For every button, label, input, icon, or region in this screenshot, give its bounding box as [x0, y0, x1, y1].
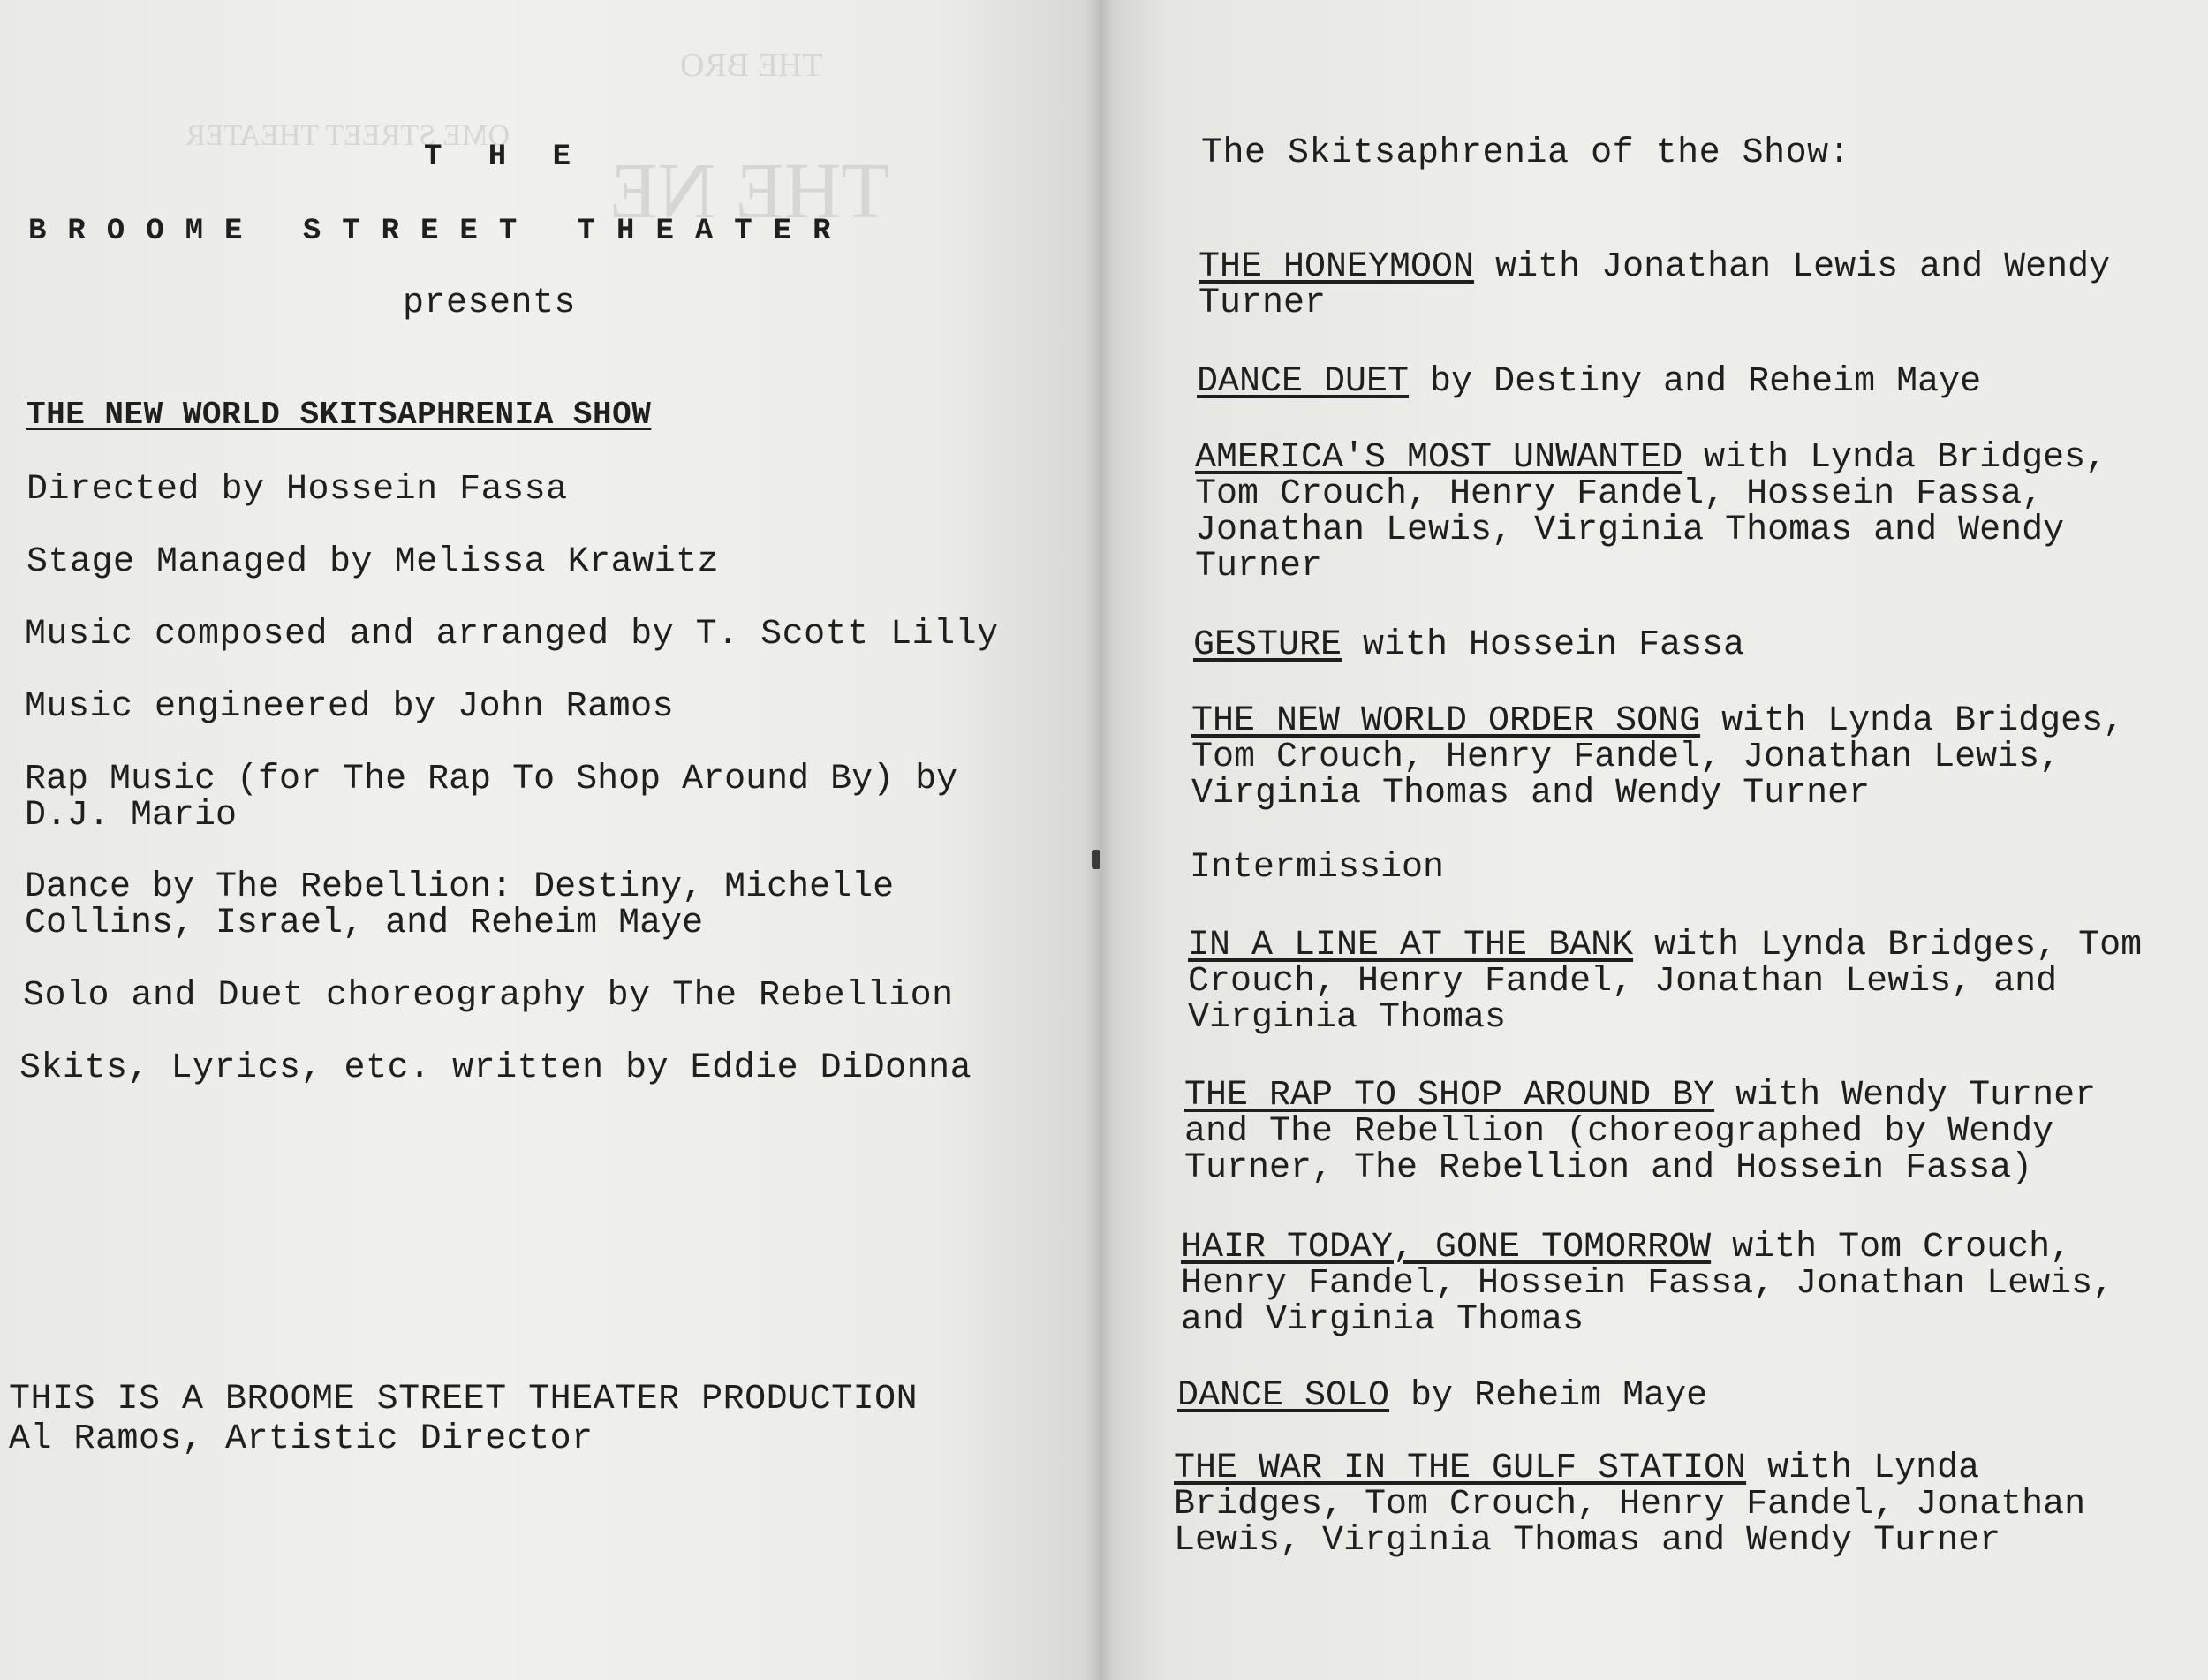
credit-director: Directed by Hossein Fassa: [26, 470, 568, 510]
credit-stage-manager: Stage Managed by Melissa Krawitz: [26, 542, 720, 582]
credit-choreography: Solo and Duet choreography by The Rebellion: [23, 976, 954, 1016]
running-order-item: DANCE SOLO by Reheim Maye: [1177, 1376, 1708, 1416]
credit-rap-music: Rap Music (for The Rap To Shop Around By) by D.J. Mario: [25, 760, 958, 836]
running-order-item: AMERICA'S MOST UNWANTED with Lynda Bridges, Tom Crouch, Henry Fandel, Hossein Fassa, Jonathan Lewis, Virginia Thomas and Wendy Turner: [1195, 438, 2107, 586]
running-order-heading: The Skitsaphrenia of the Show:: [1201, 133, 1851, 173]
running-order-item: IN A LINE AT THE BANK with Lynda Bridges, Tom Crouch, Henry Fandel, Jonathan Lewis, and Virginia Thomas: [1188, 926, 2143, 1038]
credit-music-composer: Music composed and arranged by T. Scott Lilly: [25, 615, 999, 655]
staple-icon: [1092, 850, 1100, 869]
running-order-item: THE NEW WORLD ORDER SONG with Lynda Bridges, Tom Crouch, Henry Fandel, Jonathan Lewis, Virginia Thomas and Wendy Turner: [1191, 701, 2125, 814]
presents-label: presents: [403, 284, 577, 323]
running-order-item: THE HONEYMOON with Jonathan Lewis and Wendy Turner: [1199, 247, 2111, 323]
bleed-through-text: THE BRO: [680, 47, 823, 84]
running-order-item: THE WAR IN THE GULF STATION with Lynda Bridges, Tom Crouch, Henry Fandel, Jonathan Lewis, Virginia Thomas and Wendy Turner: [1174, 1449, 2086, 1561]
credit-music-engineer: Music engineered by John Ramos: [25, 687, 675, 727]
running-order-item: HAIR TODAY, GONE TOMORROW with Tom Crouch, Henry Fandel, Hossein Fassa, Jonathan Lewis, and Virginia Thomas: [1181, 1228, 2114, 1340]
right-page: [1100, 0, 2208, 1680]
running-order-item: THE RAP TO SHOP AROUND BY with Wendy Turner and The Rebellion (choreographed by Wendy Turner, The Rebellion and Hossein Fassa): [1184, 1076, 2097, 1188]
artistic-director-line: Al Ramos, Artistic Director: [9, 1419, 594, 1459]
page-gutter: [1085, 0, 1115, 1680]
left-page: [0, 0, 1100, 1680]
bleed-through-text: THE NE: [609, 148, 890, 235]
credit-dance: Dance by The Rebellion: Destiny, Michelle Collins, Israel, and Reheim Maye: [25, 867, 895, 943]
bleed-through-text: OME STREET THEATER: [185, 119, 510, 152]
masthead-the: T H E: [424, 140, 586, 174]
show-title: THE NEW WORLD SKITSAPHRENIA SHOW: [26, 397, 652, 433]
masthead-theater-name: BROOME STREET THEATER: [28, 215, 852, 248]
credit-writer: Skits, Lyrics, etc. written by Eddie DiDonna: [19, 1048, 972, 1088]
intermission-label: Intermission: [1190, 848, 1445, 888]
running-order-item: DANCE DUET by Destiny and Reheim Maye: [1197, 362, 1982, 402]
production-line: THIS IS A BROOME STREET THEATER PRODUCTION: [9, 1380, 919, 1419]
running-order-item: GESTURE with Hossein Fassa: [1193, 625, 1745, 665]
